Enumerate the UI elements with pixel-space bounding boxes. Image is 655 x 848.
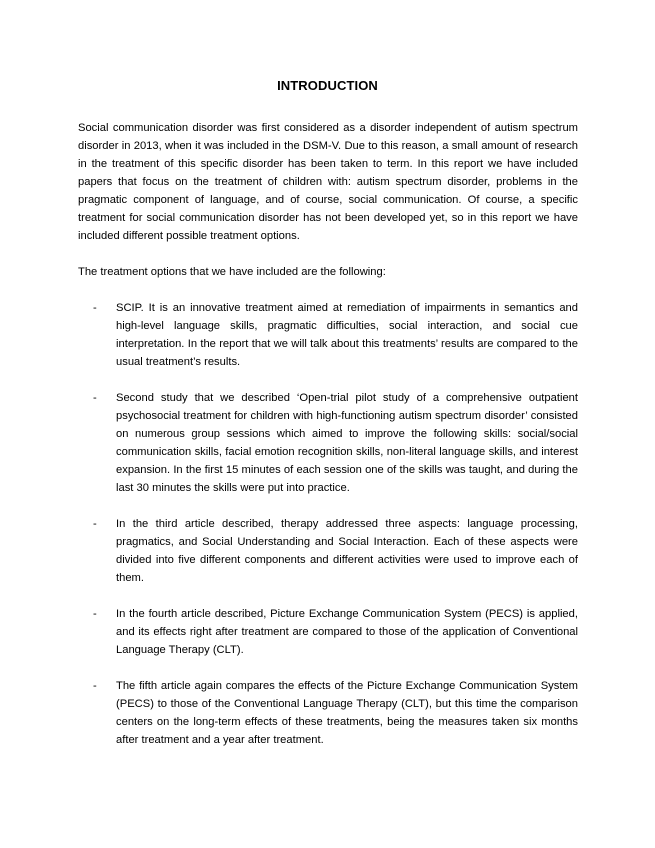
bullet-dash: - <box>93 302 97 314</box>
bullet-dash: - <box>93 518 97 530</box>
bullet-dash: - <box>93 680 97 692</box>
bullet-dash: - <box>93 392 97 404</box>
list-item-text: SCIP. It is an innovative treatment aimed at remediation of impairments in semantics and high-level language skills, pragmatic difficulties, social interaction, and social cue interpretation. In the report that we will talk about this treatments’ results are compared to the usual treatment’s results. <box>116 302 578 368</box>
intro-paragraph: Social communication disorder was first considered as a disorder independent of autism spectrum disorder in 2013, when it was included in the DSM-V. Due to this reason, a small amount of research in the treatment of this specific disorder has been taken to term. In this report we have included papers that focus on the treatment of children with: autism spectrum disorder, problems in the pragmatic component of language, and of course, social communication. Of course, a specific treatment for social communication disorder has not been developed yet, so in this report we have included different possible treatment options. <box>78 122 578 242</box>
options-lead-paragraph: The treatment options that we have included are the following: <box>78 266 386 278</box>
list-item-text: Second study that we described ‘Open-trial pilot study of a comprehensive outpatient psychosocial treatment for children with high-functioning autism spectrum disorder’ consisted on numerous group sessions which aimed to improve the following skills: social/social communication skills, facial emotion recognition skills, non-literal language skills, and interest expansion. In the first 15 minutes of each session one of the skills was taught, and during the last 30 minutes the skills were put into practice. <box>116 392 578 494</box>
bullet-dash: - <box>93 608 97 620</box>
list-item-text: The fifth article again compares the effects of the Picture Exchange Communication System (PECS) to those of the Conventional Language Therapy (CLT), but this time the comparison centers on the long-term effects of these treatments, being the measures taken six months after treatment and a year after treatment. <box>116 680 578 746</box>
list-item-text: In the fourth article described, Picture Exchange Communication System (PECS) is applied, and its effects right after treatment are compared to those of the application of Conventional Language Therapy (CLT). <box>116 608 578 656</box>
page-title: INTRODUCTION <box>277 78 378 93</box>
list-item-text: In the third article described, therapy addressed three aspects: language processing, pragmatics, and Social Understanding and Social Interaction. Each of these aspects were divided into five different components and different activities were used to improve each of them. <box>116 518 578 584</box>
